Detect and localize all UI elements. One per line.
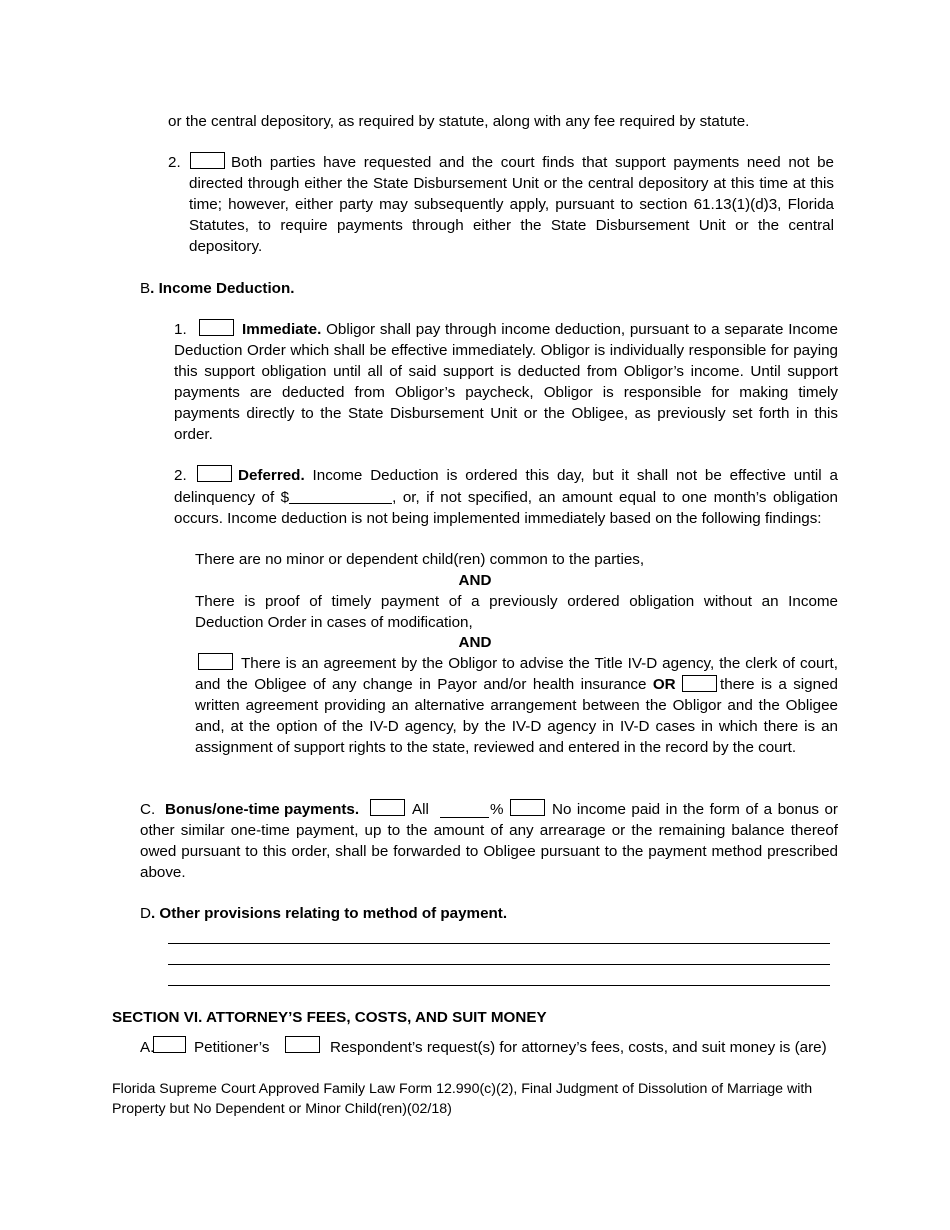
other-provisions-line-1[interactable] xyxy=(168,943,830,944)
other-provisions-line-3[interactable] xyxy=(168,985,830,986)
delinquency-amount-field[interactable] xyxy=(289,487,392,504)
petitioner-label: Petitioner’s xyxy=(194,1039,270,1056)
section-c-percent-sign: % xyxy=(490,801,504,818)
section-c-text: No income paid in the form of a bonus or other similar one-time payment, up to the amount of any arrearage or the remaining balance thereof owed pursuant to this order, shall be forwarded to Obligee pursuant to the payment method prescribed above. xyxy=(140,801,838,881)
section-d-heading: D. Other provisions relating to method of payment. xyxy=(140,905,508,922)
section-vi-item-letter: A. xyxy=(140,1039,155,1056)
intro-line: or the central depository, as required by statute, along with any fee required by statute. xyxy=(168,113,750,130)
and-2: AND xyxy=(458,634,492,651)
other-provisions-line-2[interactable] xyxy=(168,964,830,965)
section-a-item2-text: Both parties have requested and the court finds that support payments need not be directed through either the State Disbursement Unit or the central depository at this time at this time; however, either party may subsequently apply, pursuant to section 61.13(1)(d)3, Florida Statutes, to require payments through either the State Disbursement Unit or the central depository. xyxy=(189,154,834,255)
petitioner-checkbox[interactable] xyxy=(153,1036,186,1053)
respondent-label: Respondent’s request(s) for attorney’s fees, costs, and suit money is (are) xyxy=(330,1039,827,1056)
written-agreement-checkbox[interactable] xyxy=(682,675,717,692)
section-c-letter: C. xyxy=(140,801,156,818)
and-1: AND xyxy=(458,572,492,589)
footer-line-1: Florida Supreme Court Approved Family Law Form 12.990(c)(2), Final Judgment of Dissolution of Marriage with xyxy=(112,1081,813,1097)
respondent-checkbox[interactable] xyxy=(285,1036,320,1053)
section-b-heading: B. Income Deduction. xyxy=(140,280,295,297)
section-b-item1-number: 1. xyxy=(174,321,187,338)
section-b-item2-text: Deferred. Income Deduction is ordered this day, but it shall not be effective until a delinquency of $ , or, if not specified, an amount equal to one month’s obligation occurs. Income deduction is not being implemented immediately based on the following findings: xyxy=(174,467,838,527)
section-a-item2-number: 2. xyxy=(168,154,181,171)
section-b-item1-text: Immediate. Obligor shall pay through income deduction, pursuant to a separate Income Deduction Order which shall be effective immediately. Obligor is individually responsible for paying this support obligation until all of said support is deducted from Obligor’s income. Until support payments are deducted from Obligor’s paycheck, Obligor is responsible for making timely payments directly to the State Disbursement Unit or the Obligee, as previously set forth in this order. xyxy=(174,321,838,443)
section-b-item2-number: 2. xyxy=(174,467,187,484)
finding-2: There is proof of timely payment of a previously ordered obligation without an Income Deduction Order in cases of modification, xyxy=(195,593,838,631)
section-c-heading: Bonus/one-time payments. xyxy=(165,801,360,818)
section-vi-heading: SECTION VI. ATTORNEY’S FEES, COSTS, AND SUIT MONEY xyxy=(112,1009,547,1026)
section-c-all-label: All xyxy=(412,801,429,818)
footer-line-2: Property but No Dependent or Minor Child(ren)(02/18) xyxy=(112,1101,452,1117)
finding-1: There are no minor or dependent child(ren) common to the parties, xyxy=(195,551,645,568)
finding-3: There is an agreement by the Obligor to advise the Title IV-D agency, the clerk of court, and the Obligee of any change in Payor and/or health insurance OR there is a signed written agreement providing an alternative arrangement between the Obligor and the Obligee and, at the option of the IV-D agency, by the IV-D agency in IV-D cases in which there is an assignment of support rights to the state, reviewed and entered in the record by the court. xyxy=(195,655,838,756)
